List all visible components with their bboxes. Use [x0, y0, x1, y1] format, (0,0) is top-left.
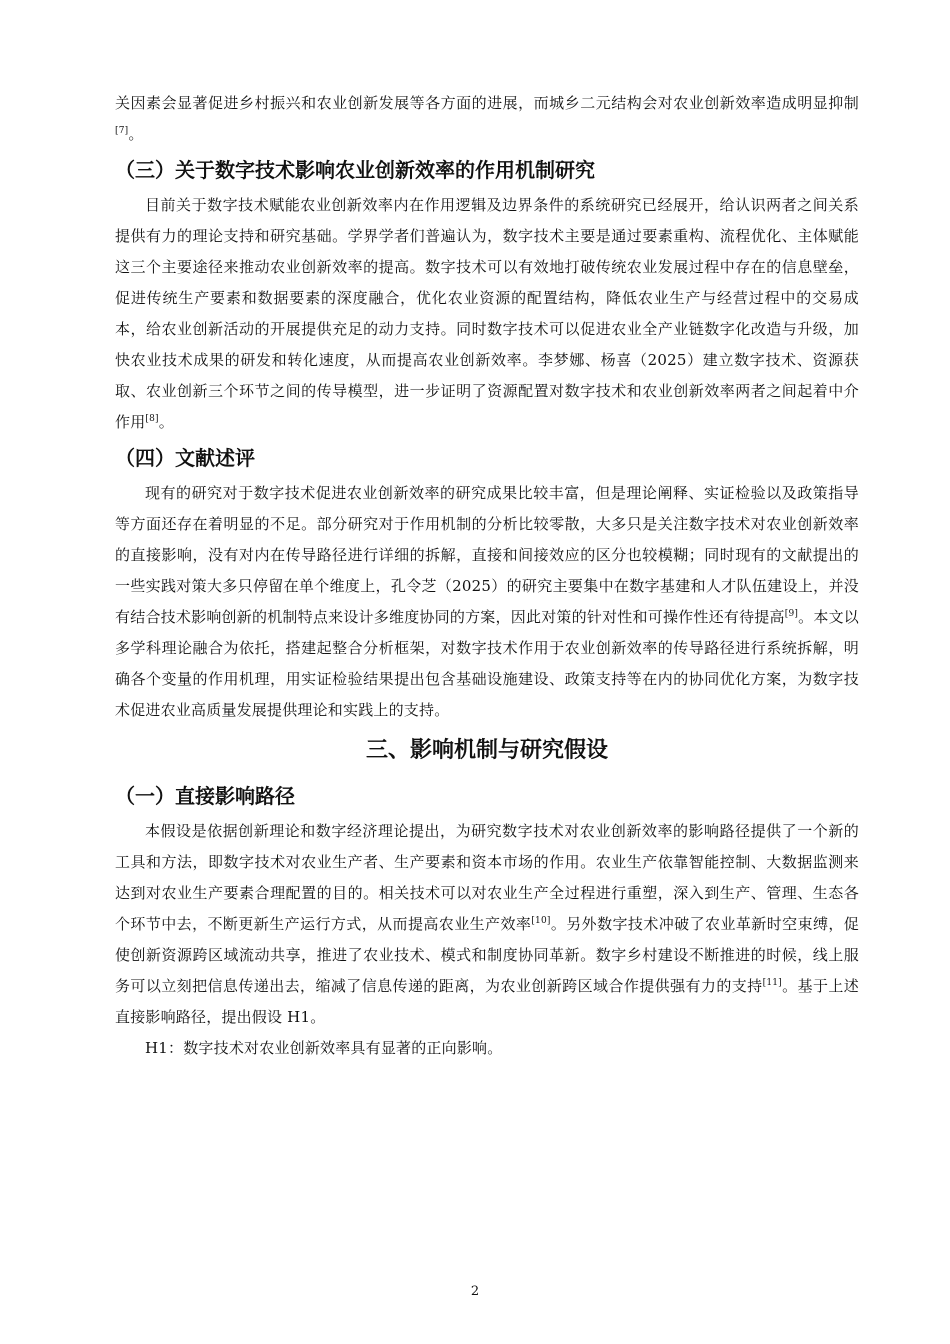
- paragraph-mechanism: [115, 190, 859, 438]
- paragraph-text: 关因素会显著促进乡村振兴和农业创新发展等各方面的进展，而城乡二元结构会对农业创新效率造成明显抑制: [115, 94, 859, 112]
- paragraph-text: 。另外数字技术冲破了农业革新时空束缚，促使创新资源跨区域流动共享，推进了农业技术、模式和制度协同革新。数字乡村建设不断推进的时候，线上服务可以立刻把信息传递出去，缩减了信息传递的距离，为农业创新跨区域合作提供强有力的支持: [115, 915, 859, 995]
- paragraph-review: [115, 478, 859, 726]
- paragraph-text: 。: [158, 413, 174, 431]
- paragraph-text: 。本文以多学科理论融合为依托，搭建起整合分析框架，对数字技术作用于农业创新效率的传导路径进行系统拆解，明确各个变量的作用机理，用实证检验结果提出包含基础设施建设、政策支持等在内的协同优化方案，为数字技术促进农业高质量发展提供理论和实践上的支持。: [115, 608, 859, 719]
- citation-ref[interactable]: [7]: [115, 126, 129, 136]
- document-page: [115, 88, 859, 1064]
- citation-ref[interactable]: [8]: [145, 414, 159, 424]
- paragraph-direct-path: [115, 816, 859, 1033]
- paragraph-text: 现有的研究对于数字技术促进农业创新效率的研究成果比较丰富，但是理论阐释、实证检验以及政策指导等方面还存在着明显的不足。部分研究对于作用机制的分析比较零散，大多只是关注数字技术对农业创新效率的直接影响，没有对内在传导路径进行详细的拆解，直接和间接效应的区分也较模糊；同时现有的文献提出的一些实践对策大多只停留在单个维度上，孔令芝（2025）的研究主要集中在数字基建和人才队伍建设上，并没有结合技术影响创新的机制特点来设计多维度协同的方案，因此对策的针对性和可操作性还有待提高: [115, 484, 859, 626]
- paragraph-text: 。: [128, 125, 144, 143]
- page-number: 2: [470, 1284, 480, 1299]
- subsection-heading-4: （四）文献述评: [115, 446, 255, 470]
- paragraph-text: 本假设是依据创新理论和数字经济理论提出，为研究数字技术对农业创新效率的影响路径提供了一个新的工具和方法，即数字技术对农业生产者、生产要素和资本市场的作用。农业生产依靠智能控制、大数据监测来达到对农业生产要素合理配置的目的。相关技术可以对农业生产全过程进行重塑，深入到生产、管理、生态各个环节中去，不断更新生产运行方式，从而提高农业生产效率: [115, 822, 859, 933]
- section-heading-3: 三、影响机制与研究假设: [365, 738, 608, 763]
- citation-ref[interactable]: [9]: [784, 609, 799, 619]
- paragraph-continuation: [115, 88, 859, 150]
- subsection-heading-3-1: （一）直接影响路径: [115, 784, 295, 808]
- citation-ref[interactable]: [11]: [762, 978, 782, 988]
- paragraph-text: 。基于上述直接影响路径，提出假设 H1。: [115, 977, 859, 1026]
- hypothesis-h1: H1：数字技术对农业创新效率具有显著的正向影响。: [145, 1039, 503, 1057]
- subsection-heading-3: （三）关于数字技术影响农业创新效率的作用机制研究: [115, 158, 595, 182]
- citation-ref[interactable]: [10]: [531, 916, 551, 926]
- paragraph-text: 目前关于数字技术赋能农业创新效率内在作用逻辑及边界条件的系统研究已经展开，给认识两者之间关系提供有力的理论支持和研究基础。学界学者们普遍认为，数字技术主要是通过要素重构、流程优化、主体赋能这三个主要途径来推动农业创新效率的提高。数字技术可以有效地打破传统农业发展过程中存在的信息壁垒，促进传统生产要素和数据要素的深度融合，优化农业资源的配置结构，降低农业生产与经营过程中的交易成本，给农业创新活动的开展提供充足的动力支持。同时数字技术可以促进农业全产业链数字化改造与升级，加快农业技术成果的研发和转化速度，从而提高农业创新效率。李梦娜、杨喜（2025）建立数字技术、资源获取、农业创新三个环节之间的传导模型，进一步证明了资源配置对数字技术和农业创新效率两者之间起着中介作用: [115, 196, 859, 431]
